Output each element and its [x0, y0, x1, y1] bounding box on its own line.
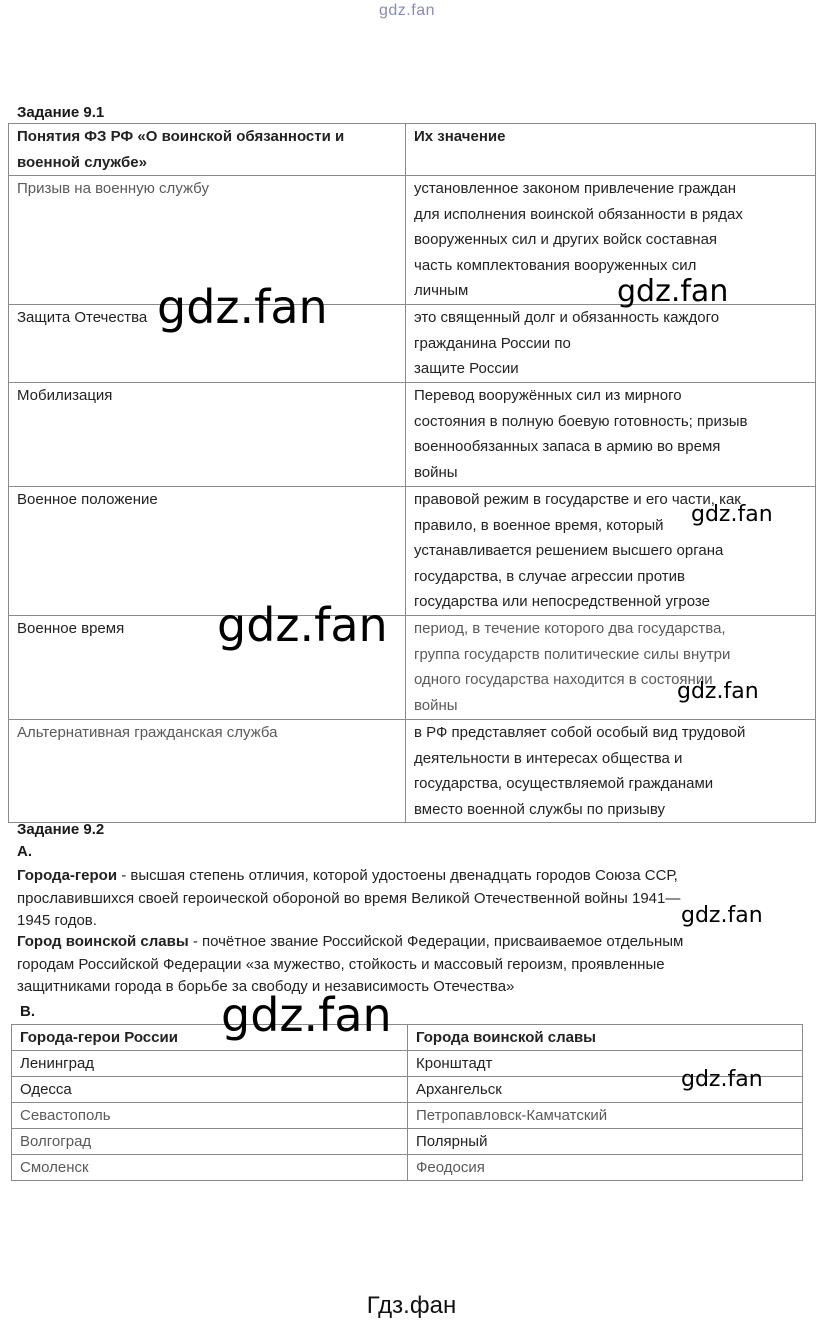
hero-city-cell: Смоленск	[12, 1155, 408, 1181]
table-row	[9, 720, 816, 823]
meaning-line: одного государства находится в состоянии	[414, 671, 713, 688]
meaning-line: военнообязанных запаса в армию во время	[414, 438, 721, 455]
watermark: gdz.fan	[691, 502, 773, 527]
task-9-2-heading: Задание 9.2	[17, 821, 105, 838]
definition-line: защитниками города в борьбе за свободу и независимость Отечества»	[17, 978, 515, 995]
watermark: gdz.fan	[677, 679, 759, 704]
glory-city-cell: Архангельск	[408, 1077, 803, 1103]
table-row	[12, 1103, 803, 1129]
meaning-line: государства или непосредственной угрозе	[414, 593, 710, 610]
meaning-line: деятельности в интересах общества и	[414, 749, 683, 767]
table-header-row	[9, 124, 816, 176]
glory-city-cell: Петропавловск-Камчатский	[408, 1103, 803, 1129]
meaning-line: период, в течение которого два государства,	[414, 620, 726, 637]
glory-city-text: - почётное звание Российской Федерации, присваиваемое отдельным	[188, 933, 684, 950]
meaning-line: защите России	[414, 360, 519, 377]
meaning-line: часть комплектования вооруженных сил	[414, 256, 697, 274]
watermark: gdz.fan	[157, 280, 328, 334]
header-meaning: Их значение	[406, 124, 816, 176]
table-row	[12, 1129, 803, 1155]
header-concepts: Понятия ФЗ РФ «О воинской обязанности и военной службе»	[9, 124, 406, 176]
meaning-line: вместо военной службы по призыву	[414, 800, 666, 818]
hero-city-text: - высшая степень отличия, которой удостоены двенадцать городов Союза ССР,	[117, 867, 678, 884]
watermark: gdz.fan	[681, 903, 763, 928]
definition-line	[17, 931, 807, 954]
meaning-cell	[406, 176, 816, 305]
meaning-line: это священный долг и обязанность каждого	[414, 309, 720, 326]
meaning-line: правовой режим в государстве и его части, как	[414, 491, 741, 508]
meaning-line: в РФ представляет собой особый вид трудовой	[414, 724, 746, 741]
watermark: gdz.fan	[617, 274, 729, 309]
meaning-line: личным	[414, 282, 469, 299]
meaning-line: для исполнения воинской обязанности в рядах	[414, 205, 743, 223]
meaning-cell	[406, 383, 816, 487]
header-glory-cities: Города воинской славы	[408, 1025, 803, 1051]
meaning-line: установленное законом привлечение граждан	[414, 180, 737, 197]
term-cell: Защита Отечества	[9, 305, 406, 383]
meaning-line: государства, осуществляемой гражданами	[414, 775, 714, 792]
meaning-line: группа государств политические силы внутри	[414, 645, 731, 663]
watermark: gdz.fan	[681, 1067, 763, 1092]
table-row	[9, 383, 816, 487]
table-header-row	[12, 1025, 803, 1051]
meaning-line: вооруженных сил и других войск составная	[414, 231, 718, 248]
glory-city-cell: Феодосия	[408, 1155, 803, 1181]
hero-city-cell: Волгоград	[12, 1129, 408, 1155]
part-b-label: В.	[20, 1003, 35, 1020]
term-cell: Военное время	[9, 616, 406, 720]
header-hero-cities: Города-герои России	[12, 1025, 408, 1051]
meaning-cell	[406, 305, 816, 383]
meaning-line: правило, в военное время, который	[414, 516, 664, 534]
meaning-line: войны	[414, 463, 458, 481]
definition-line	[17, 865, 807, 888]
task-9-1-heading: Задание 9.1	[17, 104, 105, 121]
hero-city-cell: Одесса	[12, 1077, 408, 1103]
definition-line: 1945 годов.	[17, 912, 97, 929]
definition-line: прославившихся своей героической обороной во время Великой Отечественной войны 1941—	[17, 889, 681, 907]
hero-city-term: Города-герои	[17, 867, 118, 884]
definition-line: городам Российской Федерации «за мужество, стойкость и массовый героизм, проявленные	[17, 955, 665, 973]
part-a-label: А.	[17, 843, 32, 860]
top-watermark: gdz.fan	[379, 2, 435, 19]
meaning-line: гражданина России по	[414, 334, 571, 352]
table-row	[9, 305, 816, 383]
watermark: gdz.fan	[221, 988, 392, 1042]
footer-watermark: Гдз.фан	[366, 1292, 457, 1319]
meaning-line: Перевод вооружённых сил из мирного	[414, 387, 682, 404]
meaning-line: устанавливается решением высшего органа	[414, 542, 724, 559]
term-cell: Военное положение	[9, 487, 406, 616]
table-row	[12, 1155, 803, 1181]
term-cell: Альтернативная гражданская служба	[9, 720, 406, 823]
meaning-cell	[406, 720, 816, 823]
term-cell: Мобилизация	[9, 383, 406, 487]
watermark: gdz.fan	[217, 598, 388, 652]
cities-table	[11, 1024, 803, 1181]
glory-city-cell: Полярный	[408, 1129, 803, 1155]
concepts-table	[8, 123, 816, 823]
term-cell: Призыв на военную службу	[9, 176, 406, 305]
meaning-line: состояния в полную боевую готовность; призыв	[414, 412, 748, 430]
meaning-line: государства, в случае агрессии против	[414, 567, 685, 585]
glory-city-definition	[17, 931, 807, 999]
hero-city-cell: Севастополь	[12, 1103, 408, 1129]
meaning-line: войны	[414, 696, 458, 714]
glory-city-cell: Кронштадт	[408, 1051, 803, 1077]
glory-city-term: Город воинской славы	[17, 933, 189, 950]
hero-city-cell: Ленинград	[12, 1051, 408, 1077]
